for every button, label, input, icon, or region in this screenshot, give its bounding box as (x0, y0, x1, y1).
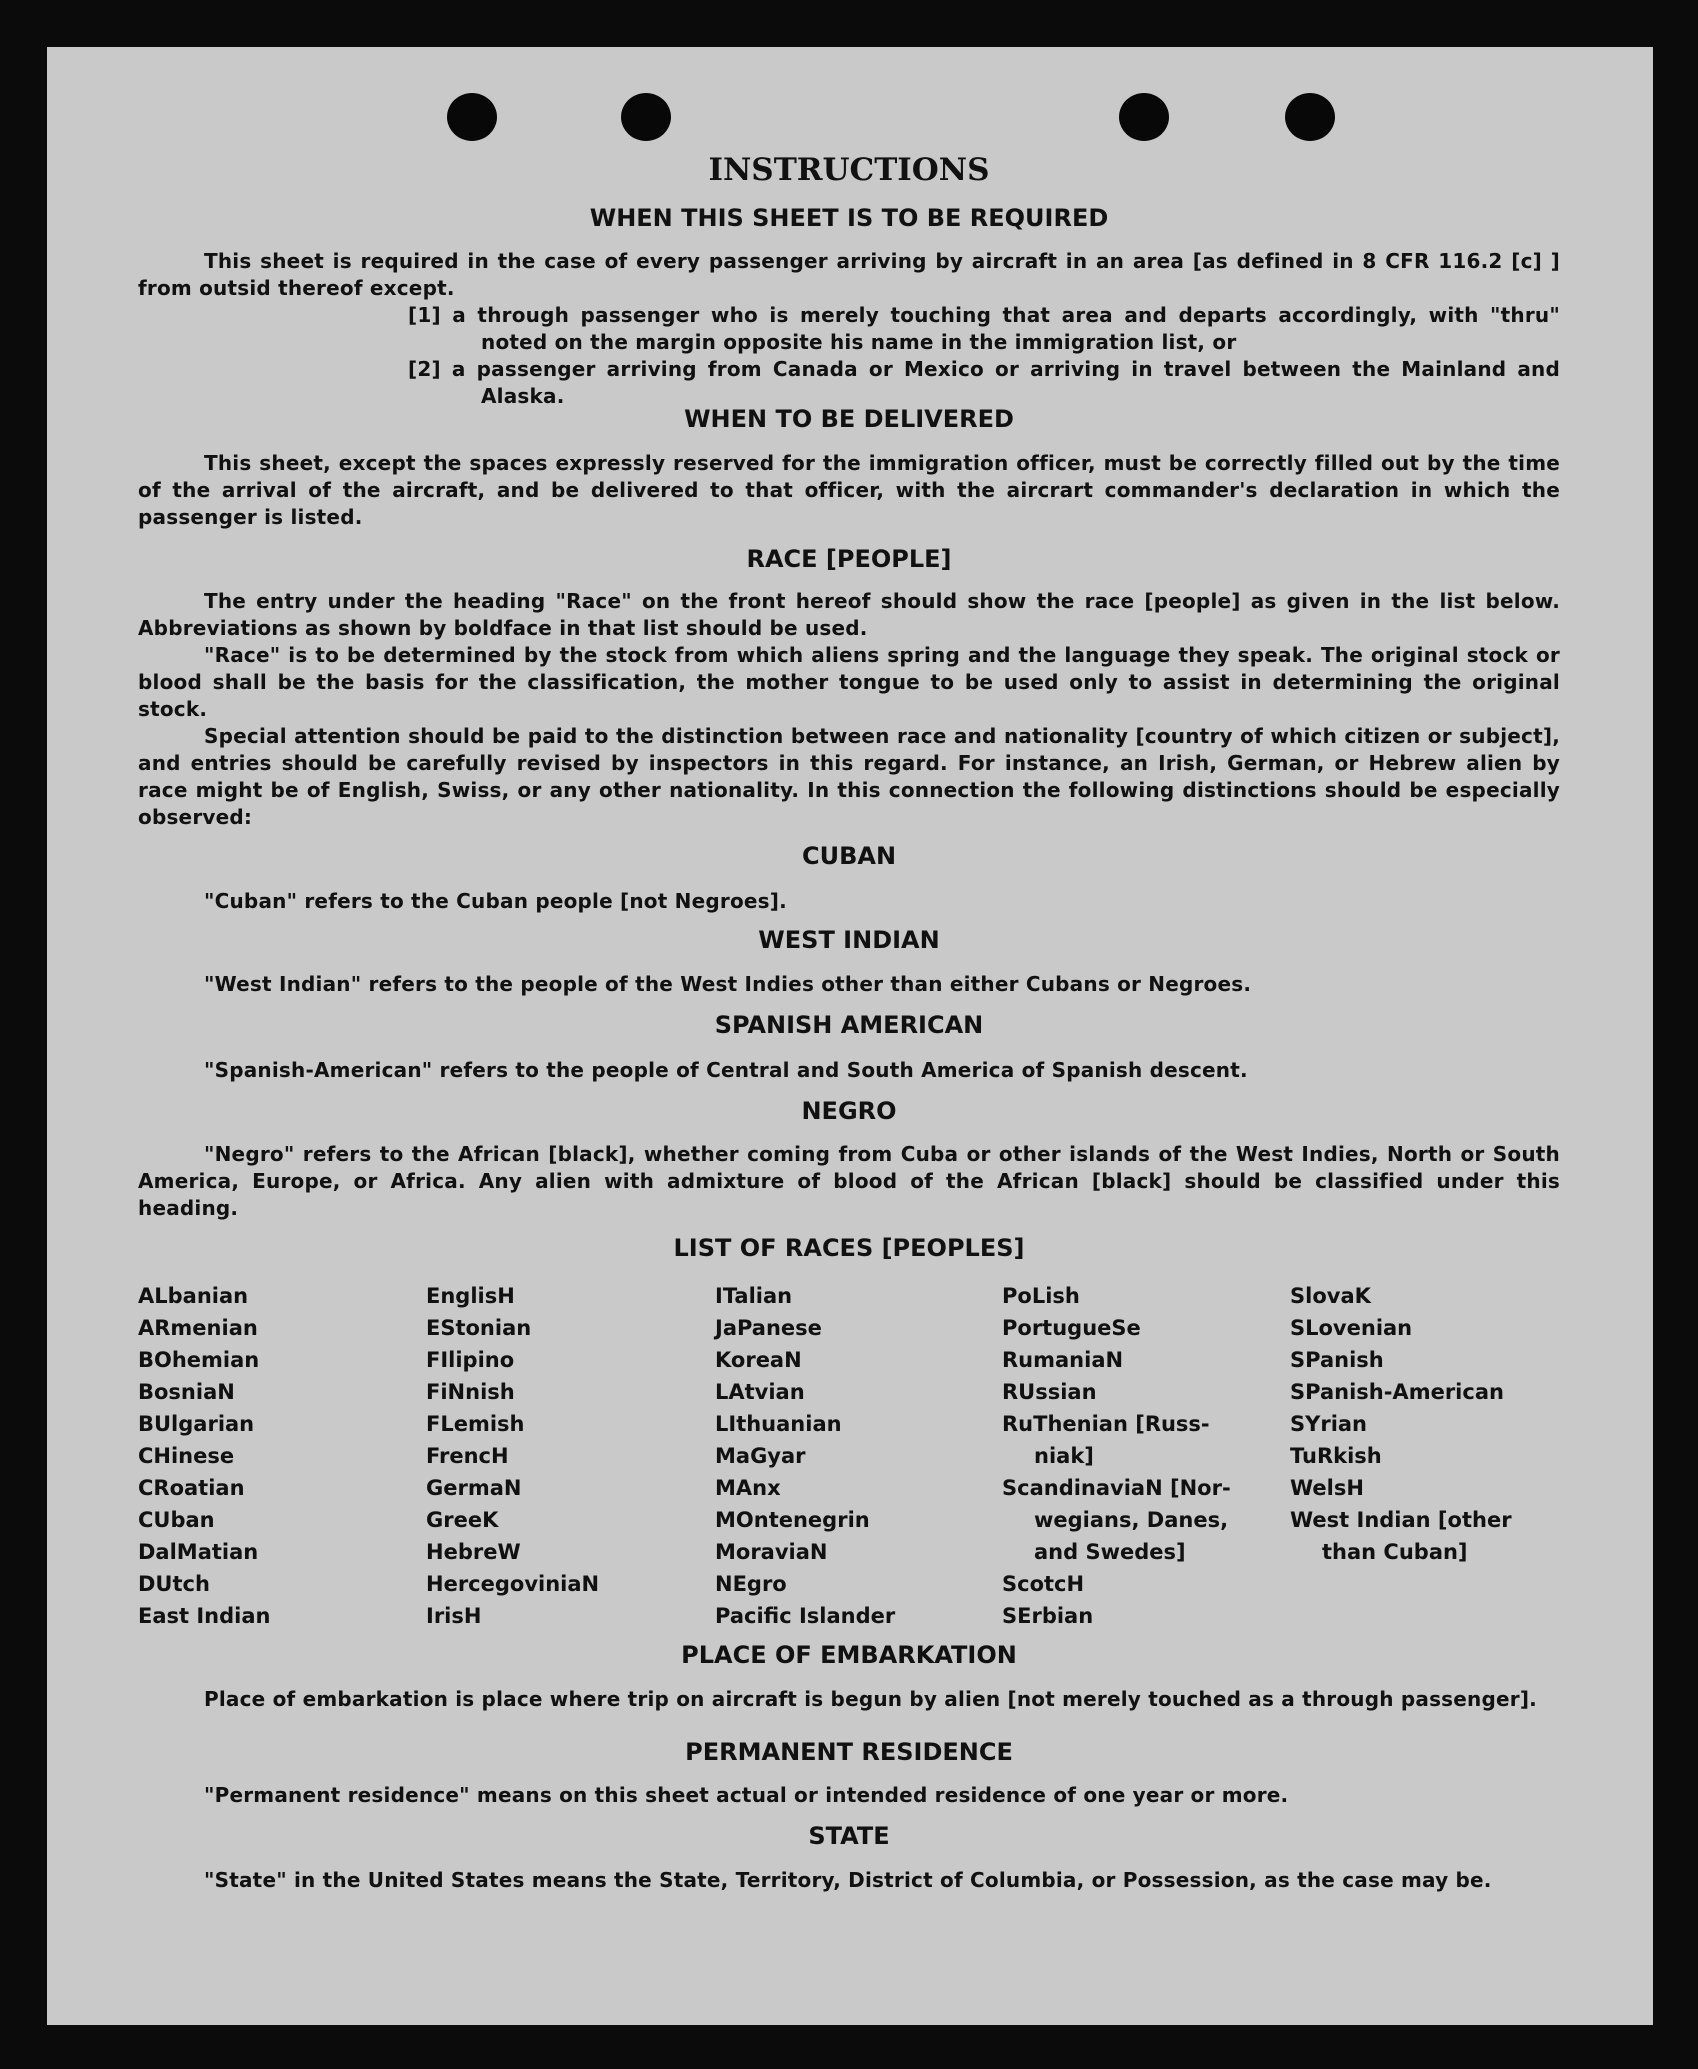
heading-permanent-residence: PERMANENT RESIDENCE (685, 1738, 1013, 1766)
race-item: EnglisH (426, 1284, 515, 1308)
race-item: BUlgarian (138, 1412, 255, 1436)
paragraph: This sheet is required in the case of every passenger arriving by aircraft in an area [as defined in 8 CFR 116.2 [c] ] from outsid thereof except. (138, 249, 1560, 300)
paragraph: "Permanent residence" means on this sheet actual or intended residence of one year or more. (204, 1783, 1289, 1807)
heading-west-indian: WEST INDIAN (758, 926, 940, 954)
race-item: DalMatian (138, 1540, 259, 1564)
race-item: RumaniaN (1002, 1348, 1124, 1372)
heading-cuban: CUBAN (801, 842, 897, 870)
paragraph: "State" in the United States means the State, Territory, District of Columbia, or Possession, as the case may be. (204, 1868, 1492, 1892)
punch-hole (621, 93, 671, 141)
race-item: SLovenian (1290, 1316, 1413, 1340)
heading-list-of-races: LIST OF RACES [PEOPLES] (673, 1234, 1025, 1262)
race-item: SYrian (1290, 1412, 1368, 1436)
race-item-continued: niak] (1034, 1444, 1094, 1468)
race-item: ARmenian (138, 1316, 258, 1340)
race-item: TuRkish (1290, 1444, 1382, 1468)
race-item: ALbanian (138, 1284, 249, 1308)
race-item: SErbian (1002, 1604, 1094, 1628)
race-item-continued: than Cuban] (1322, 1540, 1468, 1564)
paragraph: "Spanish-American" refers to the people of Central and South America of Spanish descent. (204, 1058, 1248, 1082)
race-item: MAnx (715, 1476, 781, 1500)
state-section (138, 1867, 1560, 1894)
race-item: CUban (138, 1508, 215, 1532)
item-text: a passenger arriving from Canada or Mexico or arriving in travel between the Mainland and Alaska. (451, 357, 1560, 408)
punch-hole (1285, 93, 1335, 141)
race-item: WelsH (1290, 1476, 1364, 1500)
heading-negro: NEGRO (801, 1097, 897, 1125)
item-text: a through passenger who is merely touching that area and departs accordingly, with "thru" noted on the margin opposite his name in the immigration list, or (452, 303, 1560, 354)
exception-item (138, 356, 1560, 410)
race-item: SPanish (1290, 1348, 1384, 1372)
race-column-3 (715, 1280, 895, 1632)
race-item: FrencH (426, 1444, 509, 1468)
race-item: BOhemian (138, 1348, 260, 1372)
race-item: HercegoviniaN (426, 1572, 600, 1596)
race-item: KoreaN (715, 1348, 802, 1372)
paragraph: Special attention should be paid to the distinction between race and nationality [country of which citizen or subject], and entries should be carefully revised by inspectors in this regard. For instance, an Irish, German, or Hebrew alien by race might be of English, Swiss, or any other nationality. In this connection the following distinctions should be especially observed: (138, 724, 1560, 829)
race-item: EStonian (426, 1316, 532, 1340)
negro-section (138, 1141, 1560, 1222)
punch-hole (1119, 93, 1169, 141)
paragraph: "Negro" refers to the African [black], whether coming from Cuba or other islands of the West Indies, North or South America, Europe, or Africa. Any alien with admixture of blood of the African [black] should be classified under this heading. (138, 1142, 1560, 1220)
race-item: NEgro (715, 1572, 787, 1596)
race-item: RUssian (1002, 1380, 1097, 1404)
heading-when-delivered: WHEN TO BE DELIVERED (684, 405, 1014, 433)
race-column-1 (138, 1280, 270, 1632)
race-item: PoLish (1002, 1284, 1080, 1308)
race-item: West Indian [other (1290, 1508, 1512, 1532)
race-item: FiNnish (426, 1380, 515, 1404)
when-delivered-section (138, 450, 1560, 531)
cuban-section (138, 888, 1560, 915)
when-required-section (138, 248, 1560, 410)
race-column-5 (1290, 1280, 1512, 1568)
exception-item (138, 302, 1560, 356)
race-item: RuThenian [Russ- (1002, 1412, 1210, 1436)
race-item: DUtch (138, 1572, 210, 1596)
spanish-american-section (138, 1057, 1560, 1084)
race-item: Pacific Islander (715, 1604, 896, 1628)
paragraph: This sheet, except the spaces expressly reserved for the immigration officer, must be correctly filled out by the time of the arrival of the aircraft, and be delivered to that officer, with the aircrart commander's declaration in which the passenger is listed. (138, 451, 1560, 529)
embarkation-section (138, 1686, 1560, 1713)
punch-hole (447, 93, 497, 141)
heading-state: STATE (808, 1822, 890, 1850)
race-item: FIlipino (426, 1348, 515, 1372)
race-item: BosniaN (138, 1380, 235, 1404)
race-item-continued: wegians, Danes, (1034, 1508, 1229, 1532)
race-item: MOntenegrin (715, 1508, 870, 1532)
race-item-continued: and Swedes] (1034, 1540, 1186, 1564)
race-item: IrisH (426, 1604, 482, 1628)
race-item: LAtvian (715, 1380, 805, 1404)
race-item: ScandinaviaN [Nor- (1002, 1476, 1231, 1500)
race-item: PortugueSe (1002, 1316, 1141, 1340)
race-item: ScotcH (1002, 1572, 1085, 1596)
race-column-4 (1002, 1280, 1231, 1632)
heading-spanish-american: SPANISH AMERICAN (714, 1011, 984, 1039)
race-item: JaPanese (715, 1316, 822, 1340)
race-item: CRoatian (138, 1476, 245, 1500)
heading-embarkation: PLACE OF EMBARKATION (681, 1641, 1017, 1669)
paragraph: "West Indian" refers to the people of the West Indies other than either Cubans or Negroes. (204, 972, 1252, 996)
residence-section (138, 1782, 1560, 1809)
heading-when-required: WHEN THIS SHEET IS TO BE REQUIRED (589, 204, 1109, 232)
heading-race: RACE [PEOPLE] (746, 545, 952, 573)
item-number: [1] (408, 303, 441, 327)
race-item: GreeK (426, 1508, 499, 1532)
paragraph: "Race" is to be determined by the stock from which aliens spring and the language they speak. The original stock or blood shall be the basis for the classification, the mother tongue to be used only to assist in determining the original stock. (138, 643, 1560, 721)
item-number: [2] (408, 357, 441, 381)
race-item: MaGyar (715, 1444, 806, 1468)
page-title: INSTRUCTIONS (708, 152, 990, 188)
west-indian-section (138, 971, 1560, 998)
race-item: MoraviaN (715, 1540, 828, 1564)
paragraph: "Cuban" refers to the Cuban people [not Negroes]. (204, 889, 787, 913)
race-column-2 (426, 1280, 599, 1632)
race-section (138, 588, 1560, 831)
race-item: SlovaK (1290, 1284, 1371, 1308)
race-item: GermaN (426, 1476, 522, 1500)
paragraph: The entry under the heading "Race" on the front hereof should show the race [people] as given in the list below. Abbreviations as shown by boldface in that list should be used. (138, 589, 1560, 640)
race-item: East Indian (138, 1604, 271, 1628)
paragraph: Place of embarkation is place where trip on aircraft is begun by alien [not merely touched as a through passenger]. (204, 1687, 1537, 1711)
race-item: ITalian (715, 1284, 793, 1308)
race-item: CHinese (138, 1444, 235, 1468)
race-item: HebreW (426, 1540, 521, 1564)
race-item: LIthuanian (715, 1412, 842, 1436)
race-item: SPanish-American (1290, 1380, 1504, 1404)
race-item: FLemish (426, 1412, 525, 1436)
